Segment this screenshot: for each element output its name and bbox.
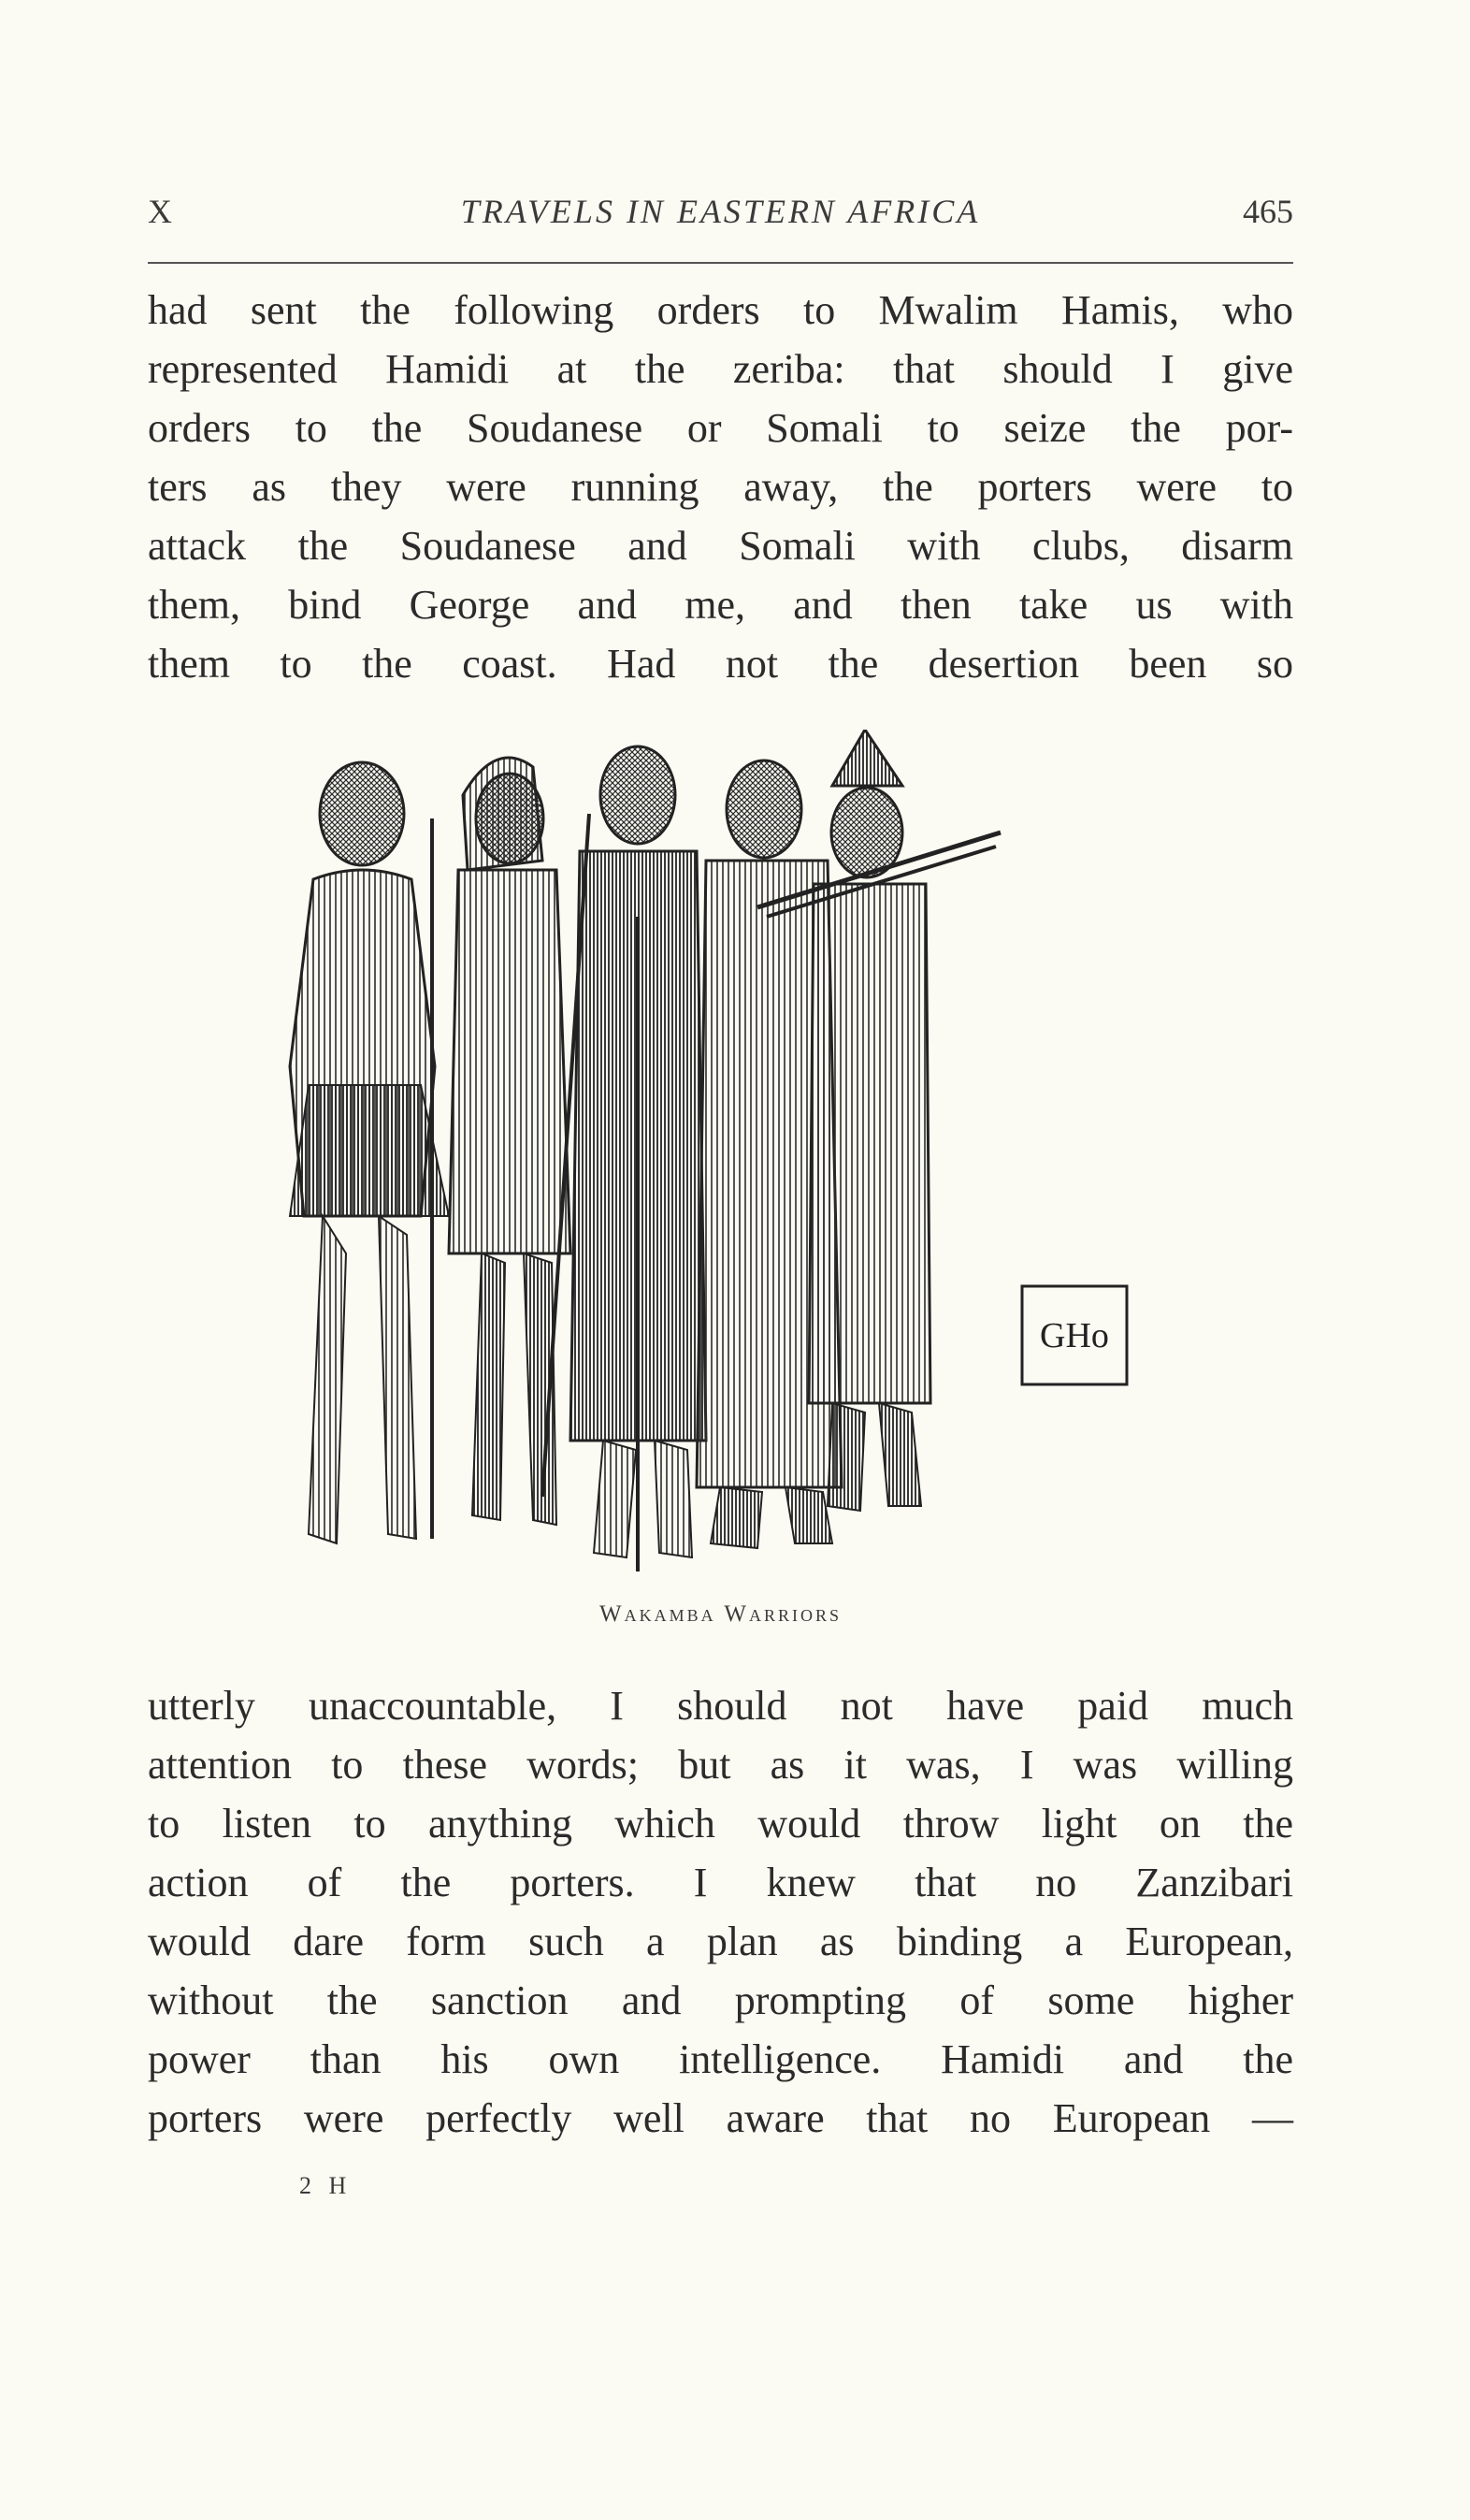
header-rule <box>148 262 1293 264</box>
text-line: would dare form such a plan as binding a European, <box>148 1919 1293 1964</box>
text-line: action of the porters. I knew that no Zanzibari <box>148 1860 1293 1905</box>
text-line: utterly unaccountable, I should not have paid much <box>148 1683 1293 1729</box>
text-line: had sent the following orders to Mwalim Hamis, who <box>148 287 1293 333</box>
text-line: them, bind George and me, and then take us with <box>148 582 1293 628</box>
figure-caption: Wakamba Warriors <box>598 1601 843 1627</box>
chapter-number: X <box>148 193 172 230</box>
text-line: attention to these words; but as it was, I was willing <box>148 1742 1293 1788</box>
text-line: attack the Soudanese and Somali with clubs, disarm <box>148 523 1293 569</box>
text-line: ters as they were running away, the porters were to <box>148 464 1293 510</box>
text-line: orders to the Soudanese or Somali to seize the por- <box>148 405 1293 451</box>
warrior-figure-2 <box>449 758 589 1525</box>
warrior-figure-1 <box>290 762 449 1543</box>
running-head <box>148 192 1293 239</box>
text-line: porters were perfectly well aware that no European — <box>148 2095 1293 2141</box>
monogram-text: GHo <box>1040 1316 1109 1355</box>
text-line: power than his own intelligence. Hamidi and the <box>148 2036 1293 2082</box>
warrior-figure-3 <box>570 746 706 1571</box>
text-line: to listen to anything which would throw light on the <box>148 1801 1293 1847</box>
text-line: without the sanction and prompting of some higher <box>148 1977 1293 2023</box>
signature-mark: 2 H <box>299 2172 353 2199</box>
body-text-top <box>148 281 1293 693</box>
text-line: represented Hamidi at the zeriba: that should I give <box>148 346 1293 392</box>
running-title: TRAVELS IN EASTERN AFRICA <box>460 193 981 230</box>
page-number: 465 <box>1243 193 1293 230</box>
artist-monogram <box>1022 1286 1127 1384</box>
illustration-wakamba-warriors <box>234 730 1234 1590</box>
text-line: them to the coast. Had not the desertion been so <box>148 641 1293 687</box>
body-text-bottom <box>148 1676 1293 2148</box>
